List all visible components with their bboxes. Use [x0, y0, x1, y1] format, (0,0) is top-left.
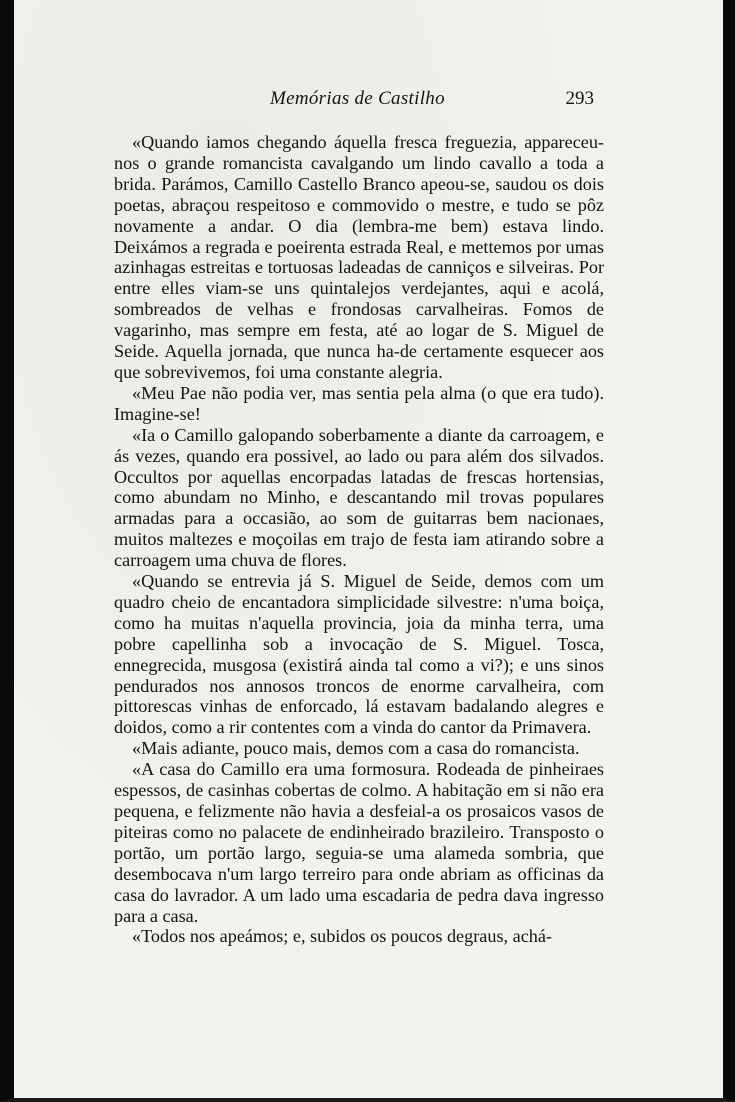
book-page [114, 88, 604, 947]
paragraph-1: «Quando iamos chegando áquella fresca freguezia, appareceu-nos o grande romancista cavalgando um lindo cavallo a toda a brida. Parámos, Camillo Castello Branco apeou-se, saudou os dois poetas, abraçou respeitoso e commovido o mestre, e tudo se pôz novamente a andar. O dia (lembra-me bem) estava lindo. Deixámos a regrada e poeirenta estrada Real, e mettemos por umas azinhagas estreitas e tortuosas ladeadas de canniços e silveiras. Por entre elles viam-se uns quintalejos verdejantes, aqui e acolá, sombreados de velhas e frondosas carvalheiras. Fomos de vagarinho, mas sempre em festa, até ao logar de S. Miguel de Seide. Aquella jornada, que nunca ha-de certamente esquecer aos que sobrevivemos, foi uma constante alegria. [114, 132, 604, 382]
body-text [114, 132, 604, 947]
running-title: Memórias de Castilho [270, 88, 445, 109]
paragraph-2: «Meu Pae não podia ver, mas sentia pela alma (o que era tudo). Imagine-se! [114, 382, 604, 424]
paragraph-7: «Todos nos apeámos; e, subidos os poucos degraus, achá- [132, 926, 552, 947]
paragraph-3: «Ia o Camillo galopando soberbamente a diante da carroagem, e ás vezes, quando era possivel, ao lado ou para além dos silvados. Occultos por aquellas encorpadas latadas de frescas hortensias, como abundam no Minho, e descantando mil trovas populares armadas para a occasião, ao som de guitarras bem nacionaes, muitos maltezes e moçoilas em trajo de festa iam atirando sobre a carroagem uma chuva de flores. [114, 424, 604, 571]
running-head [114, 88, 604, 118]
paragraph-4: «Quando se entrevia já S. Miguel de Seide, demos com um quadro cheio de encantadora simplicidade silvestre: n'uma boiça, como ha muitas n'aquella provincia, joia da minha terra, uma pobre capellinha sob a invocação de S. Miguel. Tosca, ennegrecida, musgosa (existirá ainda tal como a vi?); e uns sinos pendurados nos annosos troncos de enorme carvalheira, com pittorescas vinhas de enforcado, lá estavam badalando alegres e doidos, como a rir contentes com a vinda do cantor da Primavera. [114, 571, 604, 738]
paragraph-6: «A casa do Camillo era uma formosura. Rodeada de pinheiraes espessos, de casinhas cobertas de colmo. A habitação em si não era pequena, e felizmente não havia a desfeial-a os prosaicos vasos de piteiras como no palacete de endinheirado brazileiro. Transposto o portão, um portão largo, seguia-se uma alameda sombria, que desembocava n'um largo terreiro para onde abriam as officinas da casa do lavrador. A um lado uma escadaria de pedra dava ingresso para a casa. [114, 759, 604, 926]
paragraph-5: «Mais adiante, pouco mais, demos com a casa do romancista. [132, 738, 580, 759]
page-number: 293 [565, 88, 594, 109]
